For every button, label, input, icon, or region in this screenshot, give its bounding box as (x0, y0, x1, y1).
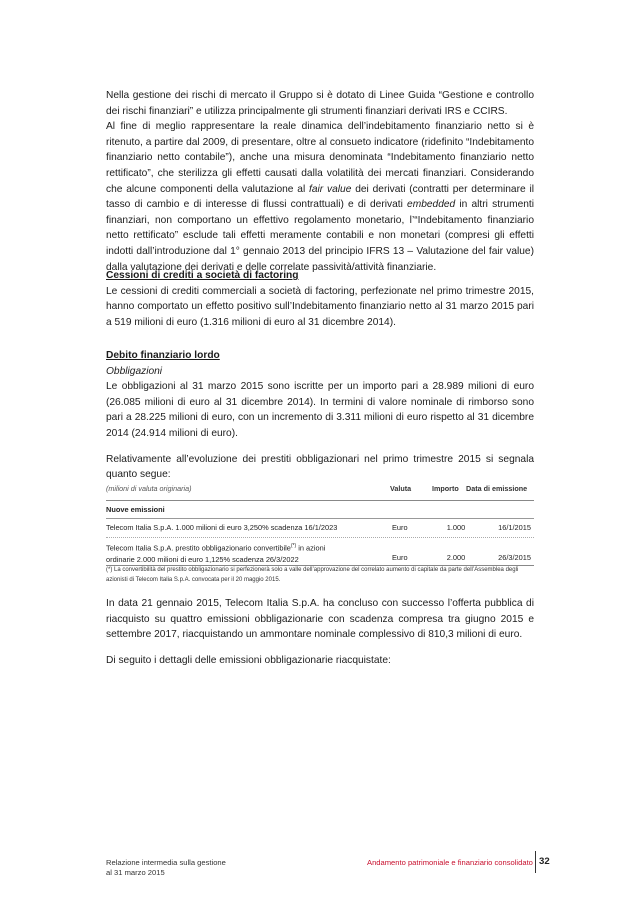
row-description: Telecom Italia S.p.A. 1.000 milioni di euro 3,250% scadenza 16/1/2023 (106, 523, 338, 532)
row-date: 26/3/2015 (498, 553, 531, 562)
col-header-valuta: Valuta (390, 484, 412, 493)
row-amount: 2.000 (446, 553, 466, 562)
footer-divider (535, 851, 536, 873)
buyback-details: Di seguito i dettagli delle emissioni obbligazionarie riacquistate: (106, 654, 391, 666)
factoring-paragraph: Le cessioni di crediti commerciali a società di factoring, perfezionate nel primo trimestre 2015, hanno comportato un effetto positivo sull’Indebitamento finanziario netto al 31 marzo 2015 pari a 519 milioni di euro (1.316 milioni di euro al 31 dicembre 2014). (106, 285, 534, 328)
row-currency: Euro (392, 553, 408, 562)
section-label: Nuove emissioni (106, 505, 165, 514)
intro-section (106, 88, 534, 275)
obbligazioni-paragraph: Le obbligazioni al 31 marzo 2015 sono iscritte per un importo pari a 28.989 milioni di euro (26.085 milioni di euro al 31 dicembre 2014). In termini di valore nominale di rimborso sono pari a 28.225 milioni di euro, con un incremento di 3.311 milioni di euro rispetto al 31 dicembre 2014 (24.914 milioni di euro). (106, 381, 534, 439)
row-description: Telecom Italia S.p.A. prestito obbligazionario convertibile(*) in azioni ordinarie 2.000 milioni di euro 1,125% scadenza 26/3/2022 (106, 543, 326, 565)
debito-section (106, 348, 534, 483)
page-number: 32 (539, 856, 550, 867)
col-header-importo: Importo (432, 484, 459, 493)
col-header-data: Data di emissione (466, 484, 528, 493)
factoring-heading: Cessioni di crediti a società di factoring (106, 270, 299, 281)
buyback-section (106, 596, 534, 668)
debito-heading: Debito finanziario lordo (106, 350, 220, 361)
table-footnote: (*) La convertibilità del prestito obbligazionario si perfezionerà solo a valle dell’approvazione del correlato aumento di capitale da parte dell’Assemblea degli azionisti di Telecom Italia S.p.A. convocata per il 20 maggio 2015. (106, 567, 519, 583)
intro-paragraph-1: Nella gestione dei rischi di mercato il Gruppo si è dotato di Linee Guida “Gestione e controllo dei rischi finanziari” e utilizza principalmente gli strumenti finanziari derivati IRS e CCIRS. (106, 90, 534, 117)
footer-report-title: Relazione intermedia sulla gestione al 31 marzo 2015 (106, 858, 226, 877)
footer-section-title: Andamento patrimoniale e finanziario consolidato (367, 858, 533, 867)
evolution-paragraph: Relativamente all’evoluzione dei prestiti obbligazionari nel primo trimestre 2015 si segnala quanto segue: (106, 453, 534, 481)
intro-paragraph-2: Al fine di meglio rappresentare la reale dinamica dell’indebitamento finanziario netto si è ritenuto, a partire dal 2009, di presentare, oltre al consueto indicatore (ridefinito “Indebitamento finanziario netto contabile”), anche una misura denominata “Indebitamento finanziario netto rettificato”, che sterilizza gli effetti causati dalla volatilità dei mercati finanziari. Considerando che alcune componenti della valutazione al fair value dei derivati (contratti per determinare il tasso di cambio e di interesse di flussi contrattuali) e di derivati embedded in altri strumenti finanziari, non comportano un effettivo regolamento monetario, l’“Indebitamento finanziario netto rettificato” esclude tali effetti meramente contabili e non monetari (compresi gli effetti indotti dall’introduzione dal 1° gennaio 2013 del principio IFRS 13 – Valutazione del fair value) dalla valutazione dei derivati e delle correlate passività/attività finanziarie. (106, 121, 534, 273)
table-rule-section (106, 518, 534, 519)
table-caption: (milioni di valuta originaria) (106, 484, 192, 493)
buyback-paragraph: In data 21 gennaio 2015, Telecom Italia S.p.A. ha concluso con successo l’offerta pubblica di riacquisto su quattro emissioni obbligazionarie con scadenza compresa tra giugno 2015 e settembre 2017, riacquistando un ammontare nominale complessivo di 810,3 milioni di euro. (106, 598, 534, 641)
factoring-section (106, 268, 534, 330)
row-date: 16/1/2015 (498, 523, 531, 532)
row-currency: Euro (392, 523, 408, 532)
row-amount: 1.000 (446, 523, 466, 532)
table-row (106, 540, 534, 564)
obbligazioni-subheading: Obbligazioni (106, 365, 163, 377)
bond-table-header (106, 480, 534, 500)
table-rule-top (106, 500, 534, 501)
table-rule-row (106, 537, 534, 538)
